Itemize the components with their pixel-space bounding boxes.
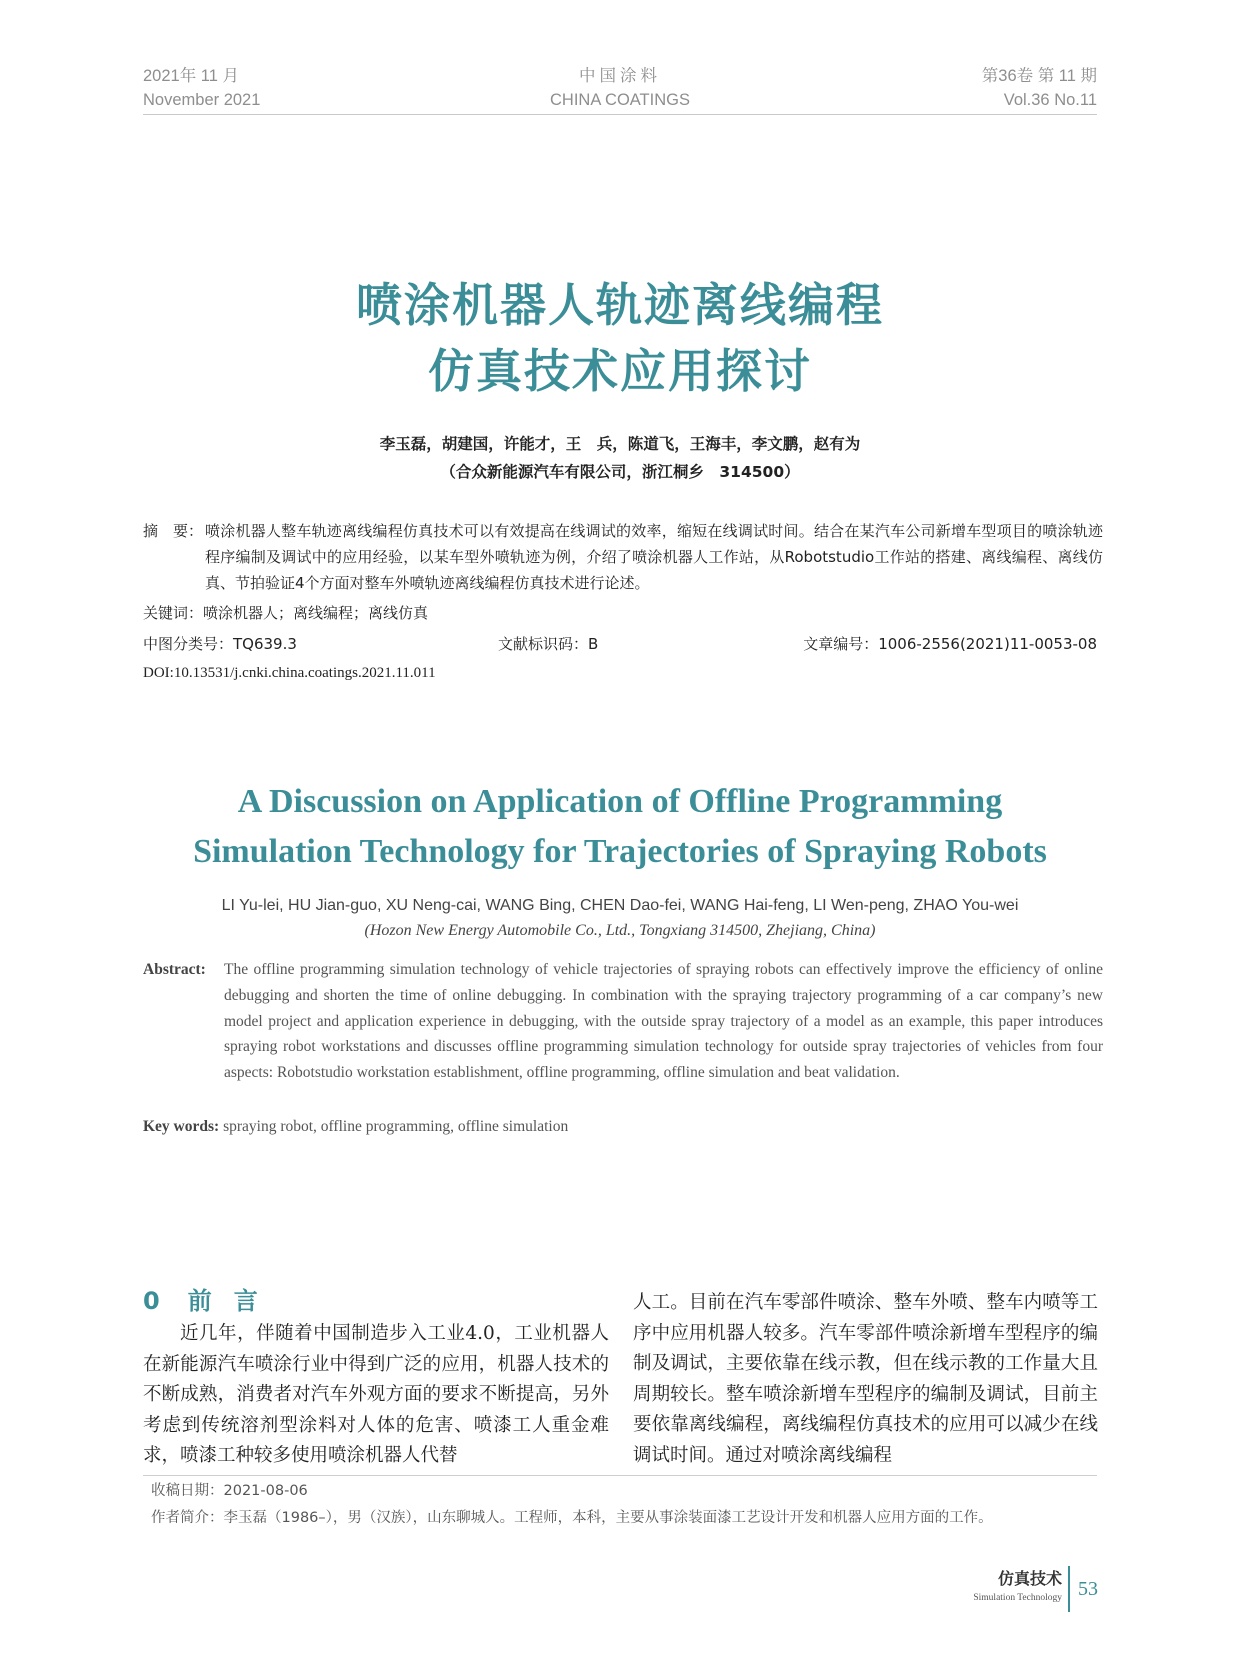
header-date-en: November 2021 [143, 91, 261, 109]
chinese-title-line-2: 仿真技术应用探讨 [428, 344, 812, 398]
english-title-line-2: Simulation Technology for Trajectories of Spraying Robots [193, 833, 1047, 870]
header-journal [143, 64, 1097, 112]
footer-divider-bar [1068, 1566, 1070, 1612]
section-heading [143, 1284, 280, 1318]
header-journal-cn: 中国涂料 [579, 67, 661, 85]
doi: DOI:10.13531/j.cnki.china.coatings.2021.11.011 [143, 665, 436, 681]
english-authors: LI Yu-lei, HU Jian-guo, XU Neng-cai, WANG Bing, CHEN Dao-fei, WANG Hai-feng, LI Wen-peng, ZHAO You-wei [221, 897, 1019, 914]
english-keywords-label: Key words: [143, 1118, 220, 1135]
page-number: 53 [1078, 1578, 1098, 1600]
footer-section-en: Simulation Technology [973, 1593, 1062, 1603]
header-volume-en: Vol.36 No.11 [1003, 91, 1097, 109]
english-abstract [143, 957, 1103, 1086]
section-title: 前言 [187, 1287, 280, 1315]
article-number: 文章编号：1006-2556(2021)11-0053-08 [803, 635, 1097, 653]
header-volume-cn: 第36卷 第 11 期 [981, 67, 1097, 85]
clc-number: 中图分类号：TQ639.3 [143, 635, 297, 653]
english-title-line-1: A Discussion on Application of Offline Programming [237, 783, 1003, 820]
body-column-right: 人工。目前在汽车零部件喷涂、整车外喷、整车内喷等工序中应用机器人较多。汽车零部件喷涂新增车型程序的编制及调试，主要依靠在线示教，但在线示教的工作量大且周期较长。整车喷涂新增车型程序的编制及调试，目前主要依靠离线编程，离线编程仿真技术的应用可以减少在线调试时间。通过对喷涂离线编程 [633, 1292, 1098, 1466]
header-journal-en: CHINA COATINGS [550, 91, 690, 109]
english-keywords-text: spraying robot, offline programming, offline simulation [223, 1118, 569, 1135]
footnote-divider [143, 1475, 1097, 1476]
chinese-abstract-text: 喷涂机器人整车轨迹离线编程仿真技术可以有效提高在线调试的效率，缩短在线调试时间。结合在某汽车公司新增车型项目的喷涂轨迹程序编制及调试中的应用经验，以某车型外喷轨迹为例，介绍了喷涂机器人工作站，从Robotstudio工作站的搭建、离线编程、离线仿真、节拍验证4个方面对整车外喷轨迹离线编程仿真技术进行论述。 [205, 522, 1103, 592]
footer-section-cn: 仿真技术 [997, 1569, 1062, 1588]
english-affiliation: (Hozon New Energy Automobile Co., Ltd., Tongxiang 314500, Zhejiang, China) [364, 922, 876, 939]
chinese-authors: 李玉磊，胡建国，许能才，王 兵，陈道飞，王海丰，李文鹏，赵有为 [379, 435, 861, 453]
header-date-cn: 2021年 11 月 [143, 67, 240, 85]
chinese-abstract-label: 摘 要： [143, 522, 204, 540]
header-volume [982, 64, 1097, 112]
chinese-keywords: 关键词：喷涂机器人；离线编程；离线仿真 [143, 604, 429, 622]
body-column-left: 近几年，伴随着中国制造步入工业4.0，工业机器人在新能源汽车喷涂行业中得到广泛的应用，机器人技术的不断成熟，消费者对汽车外观方面的要求不断提高，另外考虑到传统溶剂型涂料对人体的危害、喷漆工人重金难求，喷漆工种较多使用喷涂机器人代替 [143, 1323, 609, 1466]
footnote-received-date: 收稿日期：2021-08-06 [151, 1483, 308, 1499]
chinese-abstract [143, 518, 1103, 596]
chinese-affiliation: （合众新能源汽车有限公司，浙江桐乡 314500） [440, 463, 800, 481]
section-number: 0 [143, 1287, 162, 1315]
footnote-author-bio: 作者简介：李玉磊（1986–），男（汉族），山东聊城人。工程师，本科，主要从事涂装面漆工艺设计开发和机器人应用方面的工作。 [151, 1510, 993, 1526]
document-code: 文献标识码：B [498, 635, 599, 653]
english-keywords [143, 1114, 568, 1140]
chinese-title-line-1: 喷涂机器人轨迹离线编程 [356, 278, 884, 332]
english-abstract-label: Abstract: [143, 961, 206, 978]
chinese-title [0, 272, 1240, 404]
english-title [0, 777, 1240, 877]
running-header [143, 64, 1097, 115]
english-abstract-text: The offline programming simulation technology of vehicle trajectories of spraying robots can effectively improve the efficiency of online debugging and shorten the time of online debugging. In combination with the spraying trajectory programming of a car company’s new model project and application experience in debugging, with the outside spray trajectory of a model as an example, this paper introduces spraying robot workstations and discusses offline programming simulation technology for outside spray trajectories of vehicles from four aspects: Robotstudio workstation establishment, offline programming, offline simulation and beat validation. [224, 961, 1103, 1082]
